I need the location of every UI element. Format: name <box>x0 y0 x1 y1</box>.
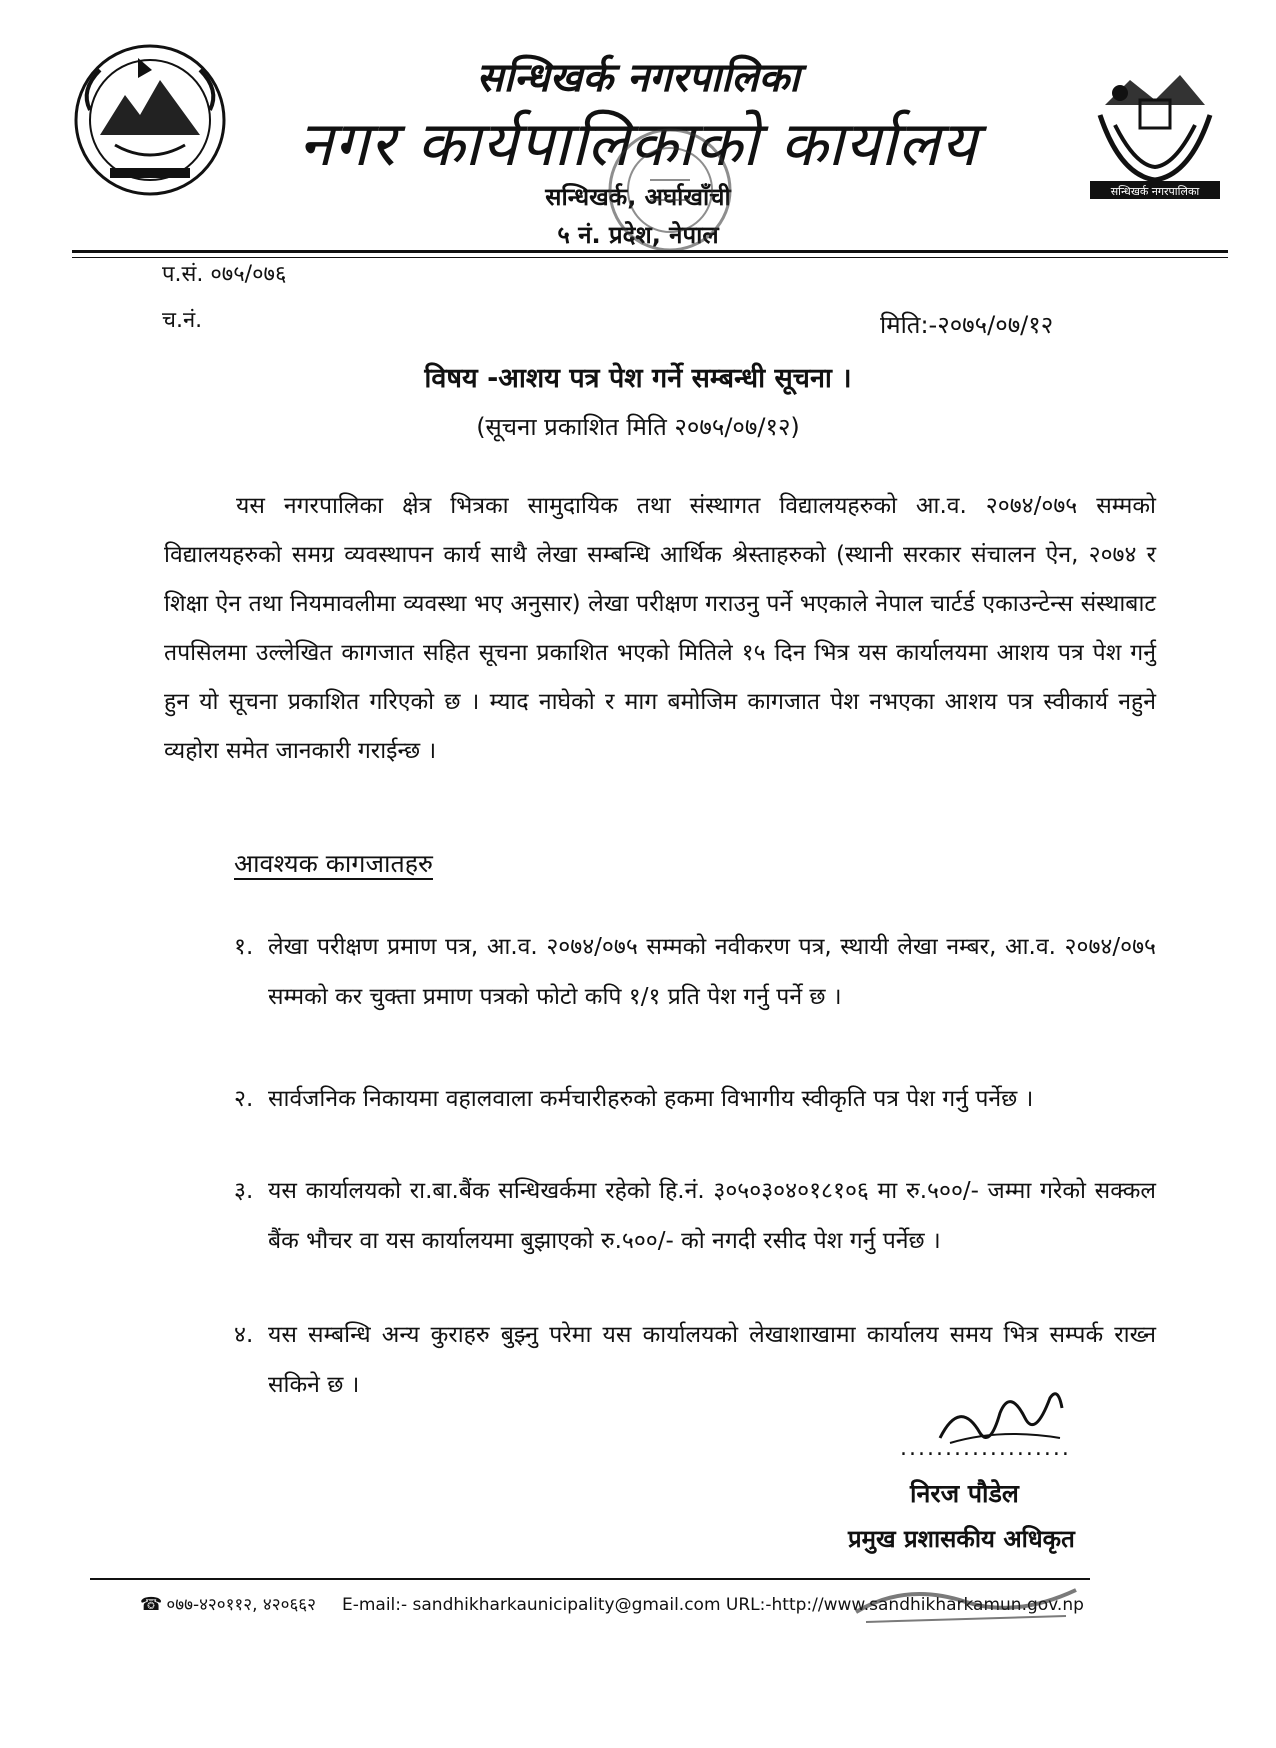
list-item-number: १. <box>234 934 254 960</box>
list-item <box>234 1166 1156 1266</box>
header-divider <box>72 250 1228 253</box>
list-item-number: २. <box>234 1086 254 1112</box>
notice-body: यस नगरपालिका क्षेत्र भित्रका सामुदायिक तथा संस्थागत विद्यालयहरुको आ.व. २०७४/०७५ सम्मको विद्यालयहरुको समग्र व्यवस्थापन कार्य साथै लेखा सम्बन्धि आर्थिक श्रेस्ताहरुको (स्थानी सरकार संचालन ऐन, २०७४ र शिक्षा ऐन तथा नियमावलीमा व्यवस्था भए अनुसार) लेखा परीक्षण गराउनु पर्ने भएकाले नेपाल चार्टर्ड एकाउन्टेन्स संस्थाबाट तपसिलमा उल्लेखित कागजात सहित सूचना प्रकाशित भएको मितिले १५ दिन भित्र यस कार्यालयमा आशय पत्र पेश गर्नु हुन यो सूचना प्रकाशित गरिएको छ । म्याद नाघेको र माग बमोजिम कागजात पेश नभएका आशय पत्र स्वीकार्य नहुने व्यहोरा समेत जानकारी गराईन्छ । <box>164 493 1156 764</box>
signatory-name: निरज पौडेल <box>910 1479 1019 1508</box>
official-seal-icon <box>846 1572 1086 1630</box>
footer-phone: ०७७-४२०११२, ४२०६६२ <box>166 1595 316 1615</box>
list-item-text: लेखा परीक्षण प्रमाण पत्र, आ.व. २०७४/०७५ सम्मको नवीकरण पत्र, स्थायी लेखा नम्बर, आ.व. २०७४/०७५ सम्मको कर चुक्ता प्रमाण पत्रको फोटो कपि १/१ प्रति पेश गर्नु पर्ने छ । <box>268 934 1156 1010</box>
signatory-title: प्रमुख प्रशासकीय अधिकृत <box>848 1525 1075 1553</box>
published-date: (सूचना प्रकाशित मिति २०७५/०७/१२) <box>476 413 800 441</box>
municipality-name: सन्धिखर्क नगरपालिका <box>476 55 800 101</box>
fiscal-year-ref: प.सं. ०७५/०७६ <box>162 262 287 287</box>
office-address: सन्धिखर्क, अर्घाखाँची <box>545 183 731 211</box>
signature-line: ................... <box>900 1436 1071 1461</box>
list-item-number: ३. <box>234 1178 254 1204</box>
province-country: ५ नं. प्रदेश, नेपाल <box>557 221 719 249</box>
list-item-text: यस सम्बन्धि अन्य कुराहरु बुझ्नु परेमा यस कार्यालयको लेखाशाखामा कार्यालय समय भित्र सम्पर्क राख्न सकिने छ । <box>268 1322 1156 1398</box>
municipality-logo-icon <box>1080 55 1230 205</box>
municipality-logo-caption: सन्धिखर्क नगरपालिका <box>1110 185 1200 198</box>
list-item-text: यस कार्यालयको रा.बा.बैंक सन्धिखर्कमा रहेको हि.नं. ३०५०३०४०१८१०६ मा रु.५००/- जम्मा गरेको सक्कल बैंक भौचर वा यस कार्यालयमा बुझाएको रु.५००/- को नगदी रसीद पेश गर्नु पर्नेछ । <box>268 1178 1156 1254</box>
dispatch-number: च.नं. <box>162 308 203 333</box>
telephone-icon: ☎ <box>140 1594 163 1615</box>
footer-url: URL:-http://www.sandhikharkamun.gov.np <box>725 1595 1084 1615</box>
list-item <box>234 1074 1156 1124</box>
office-stamp-icon <box>600 120 740 260</box>
letter-date: मिति:-२०७५/०७/१२ <box>880 311 1054 339</box>
list-item-number: ४. <box>234 1322 254 1348</box>
required-documents-heading: आवश्यक कागजातहरु <box>234 849 433 878</box>
list-item <box>234 922 1156 1022</box>
notice-subject: विषय -आशय पत्र पेश गर्ने सम्बन्धी सूचना । <box>424 363 852 394</box>
office-name: नगर कार्यपालिकाको कार्यालय <box>298 107 978 180</box>
list-item-text: सार्वजनिक निकायमा वहालवाला कर्मचारीहरुको हकमा विभागीय स्वीकृति पत्र पेश गर्नु पर्नेछ । <box>268 1086 1034 1112</box>
footer-email: E-mail:- sandhikharkaunicipality@gmail.com <box>341 1595 721 1615</box>
